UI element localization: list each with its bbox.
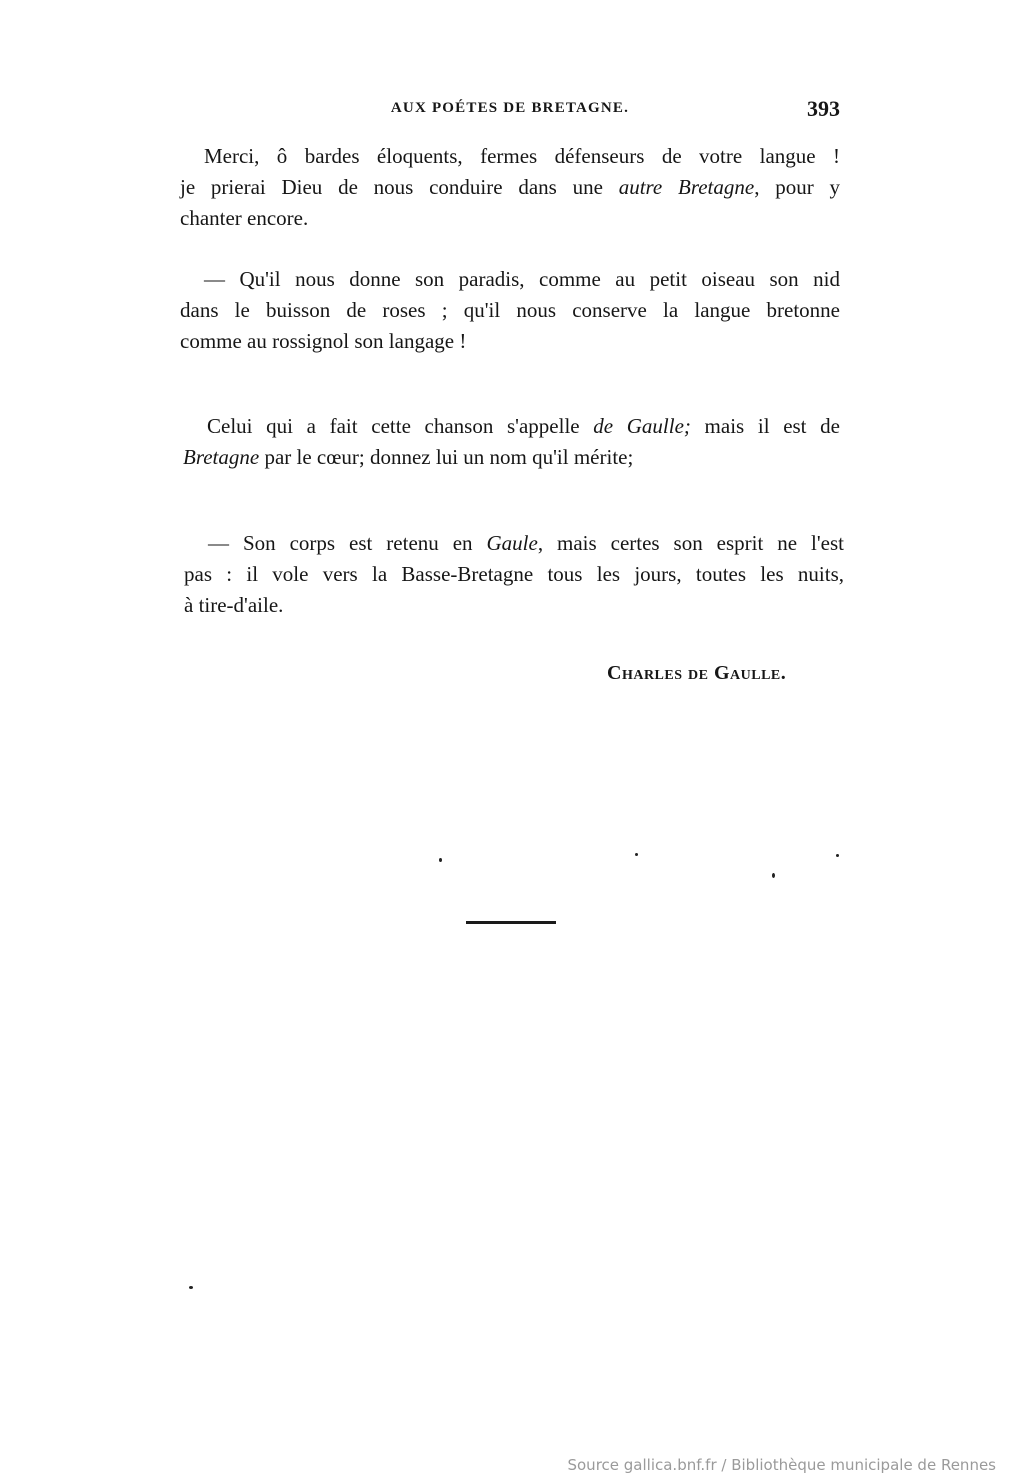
text-line: pas : il vole vers la Basse-Bretagne tous les jours, toutes les nuits, <box>184 562 844 586</box>
text-line: Celui qui a fait cette chanson s'appelle de Gaulle; mais il est de <box>207 414 840 438</box>
paragraph-corps <box>184 528 844 621</box>
italic-text: Bretagne <box>183 445 260 469</box>
source-credit: Source gallica.bnf.fr / Bibliothèque municipale de Rennes <box>567 1456 996 1474</box>
ink-speck <box>189 1286 193 1289</box>
page-number: 393 <box>807 96 840 121</box>
italic-text: autre Bretagne <box>618 175 755 199</box>
running-title: AUX POÉTES DE BRETAGNE. <box>390 100 630 116</box>
paragraph-merci <box>180 141 840 234</box>
signature: Charles de Gaulle. <box>607 662 787 684</box>
italic-text: Gaule <box>486 531 538 555</box>
ink-speck <box>439 858 442 862</box>
ink-speck <box>635 853 638 856</box>
italic-text: de Gaulle; <box>593 414 691 438</box>
ink-speck <box>836 854 839 857</box>
paragraph-celui <box>183 411 840 473</box>
end-rule <box>466 921 556 924</box>
text-line: — Son corps est retenu en Gaule, mais certes son esprit ne l'est <box>208 531 845 555</box>
ink-speck <box>772 873 775 878</box>
text-line: Merci, ô bardes éloquents, fermes défenseurs de votre langue ! <box>204 144 840 168</box>
paragraph-paradis <box>180 264 840 357</box>
text-line: Bretagne par le cœur; donnez lui un nom qu'il mérite; <box>183 445 634 469</box>
text-line: à tire-d'aile. <box>184 593 284 617</box>
text-line: je prierai Dieu de nous conduire dans une autre Bretagne, pour y <box>180 175 840 199</box>
text-line: — Qu'il nous donne son paradis, comme au petit oiseau son nid <box>204 267 840 291</box>
text-line: comme au rossignol son langage ! <box>180 329 467 353</box>
running-head <box>180 96 840 126</box>
text-line: dans le buisson de roses ; qu'il nous conserve la langue bretonne <box>180 298 840 322</box>
text-line: chanter encore. <box>180 206 309 230</box>
